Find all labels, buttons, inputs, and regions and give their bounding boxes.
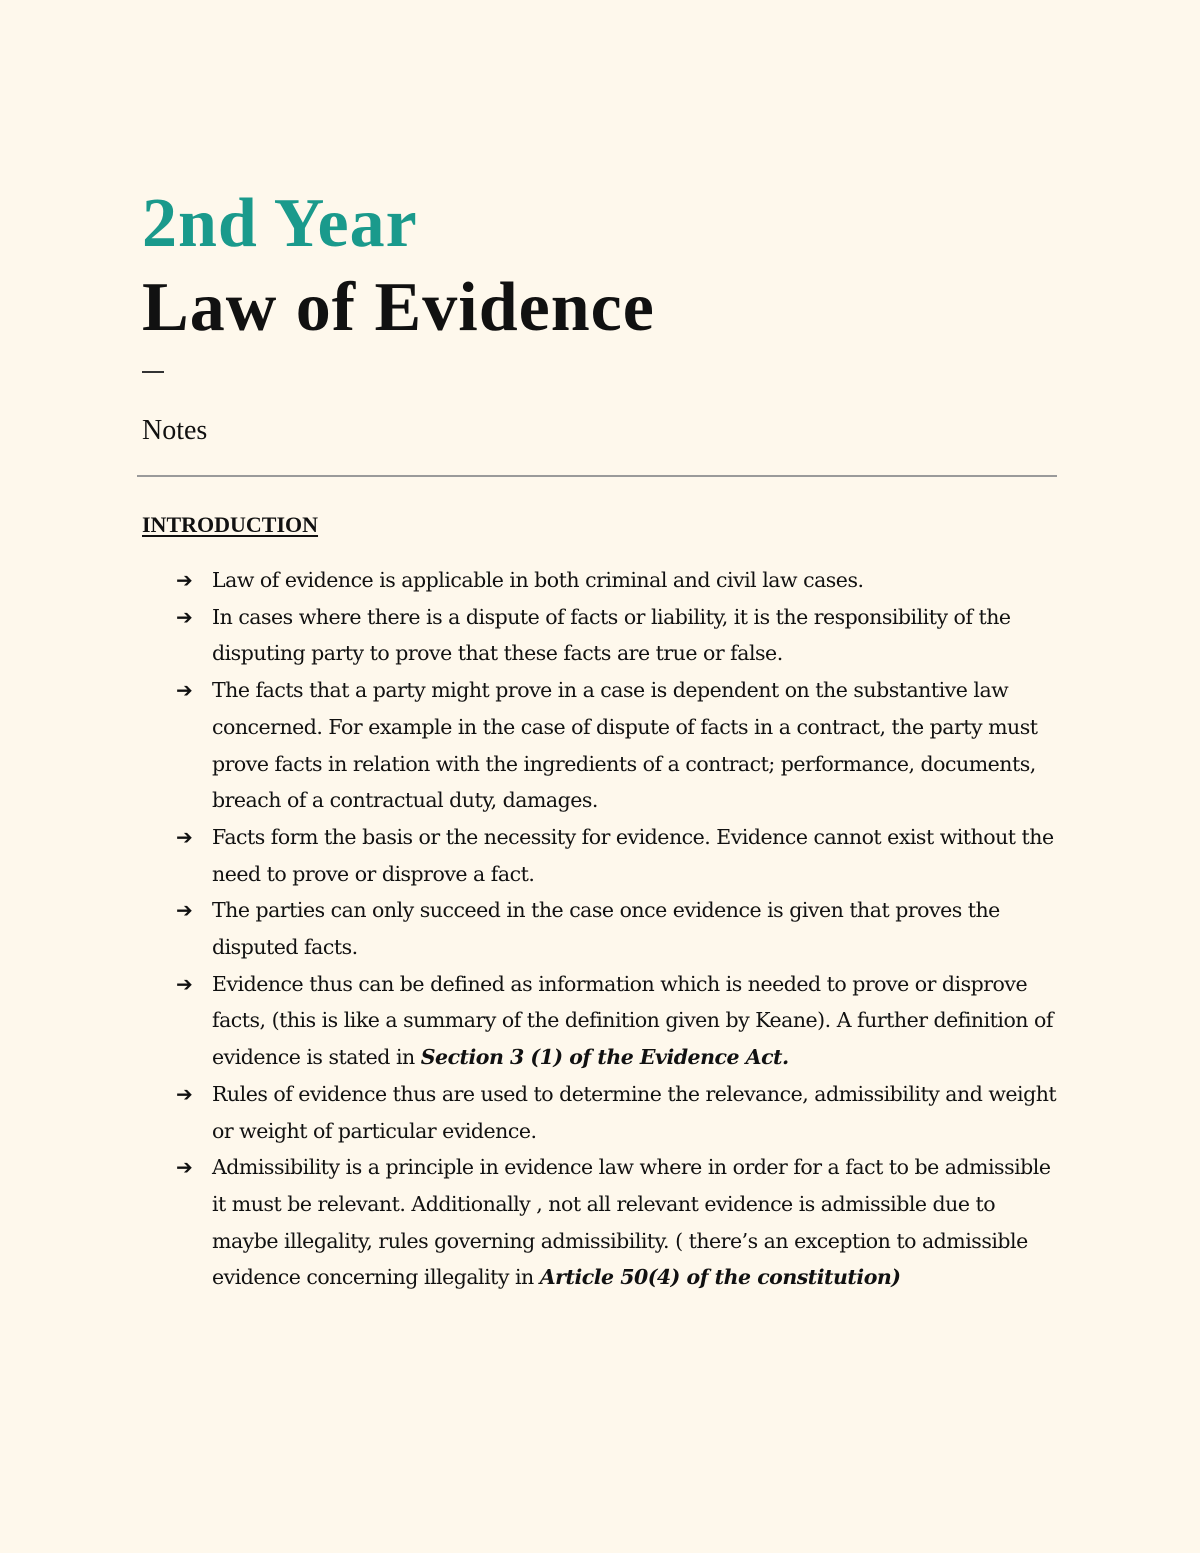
note-text: The facts that a party might prove in a case is dependent on the substantive law concerned. For example in the case of dispute of facts in a contract, the party must prove facts in relation with the ingredients of a contract; performance, documents, breach of a contractual duty, damages. xyxy=(212,678,1038,813)
arrow-right-icon: ➔ xyxy=(176,568,193,592)
notes-list xyxy=(176,562,1066,1296)
document-kicker: 2nd Year xyxy=(142,185,418,262)
document-title: Law of Evidence xyxy=(142,269,655,346)
arrow-right-icon: ➔ xyxy=(176,824,193,849)
note-text: Facts form the basis or the necessity for evidence. Evidence cannot exist without the need to prove or disprove a fact. xyxy=(212,824,1054,886)
note-item-6 xyxy=(176,966,1066,1076)
arrow-right-icon: ➔ xyxy=(176,678,193,703)
arrow-right-icon: ➔ xyxy=(176,1155,193,1180)
arrow-right-icon: ➔ xyxy=(176,971,193,996)
note-text: Admissibility is a principle in evidence law where in order for a fact to be admissible it must be relevant. Additionally , not all relevant evidence is admissible due to maybe illegality, rules governing admissibility. ( there’s an exception to admissible evidence concerning illegality in xyxy=(212,1155,1051,1290)
note-item-8 xyxy=(176,1149,1066,1296)
arrow-right-icon: ➔ xyxy=(176,604,193,629)
note-text: Law of evidence is applicable in both criminal and civil law cases. xyxy=(212,568,864,592)
header-rule xyxy=(137,475,1057,477)
note-text: The parties can only succeed in the case once evidence is given that proves the disputed facts. xyxy=(212,898,1000,960)
note-item-5 xyxy=(176,892,1066,965)
title-dash-divider xyxy=(142,371,164,373)
note-text: Rules of evidence thus are used to determine the relevance, admissibility and weight or weight of particular evidence. xyxy=(212,1081,1057,1143)
note-item-1 xyxy=(176,562,1066,599)
note-text: In cases where there is a dispute of facts or liability, it is the responsibility of the disputing party to prove that these facts are true or false. xyxy=(212,604,1011,666)
arrow-right-icon: ➔ xyxy=(176,898,193,923)
note-text: Evidence thus can be defined as information which is needed to prove or disprove facts, (this is like a summary of the definition given by Keane). A further definition of evidence is stated in xyxy=(212,971,1053,1070)
document-subtitle: Notes xyxy=(142,415,208,446)
arrow-right-icon: ➔ xyxy=(176,1081,193,1106)
legal-citation: Article 50(4) of the constitution) xyxy=(539,1265,901,1290)
note-item-3 xyxy=(176,672,1066,819)
section-heading: INTRODUCTION xyxy=(142,512,319,537)
note-item-7 xyxy=(176,1076,1066,1149)
note-item-4 xyxy=(176,819,1066,892)
legal-citation: Section 3 (1) of the Evidence Act. xyxy=(420,1045,789,1070)
note-item-2 xyxy=(176,599,1066,672)
